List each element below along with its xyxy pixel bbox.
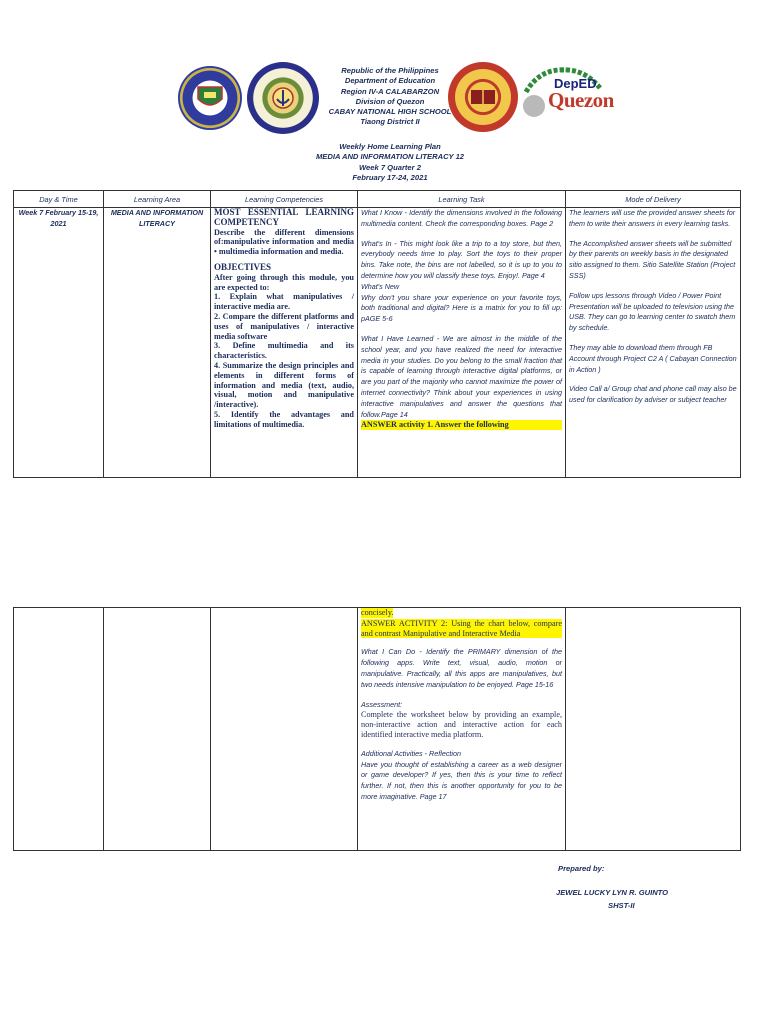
delivery-answer-sheets: The learners will use the provided answer sheets for them to write their answers in every learning tasks. bbox=[569, 208, 736, 228]
shield-icon bbox=[195, 85, 225, 111]
institution-header bbox=[270, 66, 510, 128]
learning-area-cell bbox=[104, 208, 211, 478]
delivery-cell-continued bbox=[566, 608, 741, 851]
mel-heading: MOST ESSENTIAL LEARNING COMPETENCY bbox=[214, 207, 354, 227]
deped-wordmark: DepED bbox=[554, 76, 597, 91]
objective-1: 1. Explain what manipulatives / interactive media are. bbox=[214, 292, 354, 312]
task-assessment: Complete the worksheet below by providing an example, non-interactive action and interactive action for each identified interactive media platform. bbox=[361, 710, 562, 739]
header-line-republic: Republic of the Philippines bbox=[341, 66, 439, 75]
delivery-cell bbox=[566, 208, 741, 478]
task-answer-activity-2: ANSWER ACTIVITY 2: Using the chart below, compare and contrast Manipulative and Interactive Media bbox=[361, 618, 562, 638]
mel-text: Describe the different dimensions of:manipulative information and media • multimedia information and media. bbox=[214, 227, 354, 257]
plan-title-block bbox=[250, 142, 530, 183]
quezon-wordmark: Quezon bbox=[548, 88, 614, 112]
learning-area-text: MEDIA AND INFORMATION LITERACY bbox=[110, 208, 204, 228]
plan-week: Week 7 Quarter 2 bbox=[359, 162, 421, 172]
task-whats-in: What's In - This might look like a trip to a toy store, but then, everybody needs time to play. Sort the toys to their proper bins. Take note, the bins are not labelled, so it is up to you to determine how you will classify these toys. Enjoy!. Page 4 bbox=[361, 238, 562, 280]
delivery-video-lessons: Follow ups lessons through Video / Power Point Presentation will be uploaded to television using the USB. They can go to learning center to swatch them by schedule. bbox=[569, 290, 736, 333]
task-whats-new-label: What's New bbox=[361, 281, 400, 291]
objective-4: 4. Summarize the design principles and elements in different forms of information and media (text, audio, visual, motion and manipulative /interactive). bbox=[214, 360, 354, 410]
task-answer-activity-1: ANSWER activity 1. Answer the following bbox=[361, 420, 562, 430]
delivery-submission: The Accomplished answer sheets will be submitted by their parents on weekly basis in the designated sitio assigned to them. Sitio Satellite Station (Project SSS) bbox=[569, 238, 736, 280]
delivery-video-call: Video Call a/ Group chat and phone call may also be used for clarification by adviser or subject teacher bbox=[569, 384, 737, 405]
preparer-position: SHST-II bbox=[608, 901, 635, 910]
plan-title: Weekly Home Learning Plan bbox=[339, 142, 441, 151]
day-time-cell bbox=[14, 208, 104, 478]
header-day-time: Day & Time bbox=[14, 191, 104, 208]
learning-plan-table-part1 bbox=[13, 190, 741, 478]
deped-quezon-logo bbox=[520, 62, 614, 134]
learning-task-cell-part1 bbox=[358, 208, 566, 478]
plan-subject: MEDIA AND INFORMATION LITERACY 12 bbox=[315, 152, 465, 162]
competencies-cell bbox=[211, 208, 358, 478]
delivery-fb-download: They may able to download them through FB Account through Project C2 A ( Cabayan Connection in Action ) bbox=[569, 342, 737, 374]
objective-5: 5. Identify the advantages and limitations of multimedia. bbox=[214, 409, 354, 429]
learning-plan-table-part2 bbox=[13, 607, 741, 851]
objective-3: 3. Define multimedia and its characteristics. bbox=[214, 341, 354, 361]
day-time-text: Week 7 February 15-19, 2021 bbox=[18, 208, 99, 228]
day-time-cell-continued bbox=[14, 608, 104, 851]
header-line-school: CABAY NATIONAL HIGH SCHOOL bbox=[328, 107, 452, 117]
task-additional-activities: Have you thought of establishing a career as a web designer or game developer? If yes, then this is your time to reflect further. If not, then this is another opportunity for you to be more imaginative. Page 17 bbox=[361, 759, 562, 801]
plan-dates: February 17-24, 2021 bbox=[352, 172, 428, 182]
task-whats-new: Why don't you share your experience on your favorite toys, both traditional and digital? Here is a matrix for you to fill up: pAGE 5-6 bbox=[361, 292, 562, 324]
school-seal-logo bbox=[178, 66, 242, 130]
objective-2: 2. Compare the different platforms and uses of manipulatives / interactive media software bbox=[214, 311, 354, 341]
objectives-heading: OBJECTIVES bbox=[214, 261, 272, 272]
task-what-i-have-learned: What I Have Learned - We are almost in the middle of the school year, and you have realized the need for interactive media in your studies. Do you belong to the small fraction that is capable of learning through interactive digital platforms, or are you part of the majority who cannot maximize the power of internet connectivity? Think about your experiences in using interactive manipulatives and answer the questions that follow.Page 14 bbox=[361, 333, 562, 419]
learning-area-cell-continued bbox=[104, 608, 211, 851]
task-additional-activities-label: Additional Activities - Reflection bbox=[361, 748, 462, 758]
header-line-deped: Department of Education bbox=[344, 76, 436, 86]
header-learning-area: Learning Area bbox=[104, 191, 211, 208]
header-learning-competencies: Learning Competencies bbox=[211, 191, 358, 208]
competencies-cell-continued bbox=[211, 608, 358, 851]
header-line-region: Region IV-A CALABARZON bbox=[340, 86, 440, 96]
header-line-district: Tiaong District II bbox=[360, 117, 420, 127]
task-what-i-can-do: What I Can Do - Identify the PRIMARY dimension of the following apps. Write text, visual, audio, motion or manipulative. Practically, all this apps are manipulatives, but two needs intensive manipulation to be enjoyed. Page 15-16 bbox=[361, 647, 562, 689]
objectives-intro: After going through this module, you are expected to: bbox=[214, 272, 354, 292]
header-line-division: Division of Quezon bbox=[355, 96, 425, 106]
learning-task-cell-part2 bbox=[358, 608, 566, 851]
prepared-by-label: Prepared by: bbox=[558, 864, 605, 873]
header-learning-task: Learning Task bbox=[358, 191, 566, 208]
header-mode-of-delivery: Mode of Delivery bbox=[566, 191, 741, 208]
task-concisely: concisely. bbox=[361, 608, 394, 617]
preparer-name: JEWEL LUCKY LYN R. GUINTO bbox=[556, 888, 669, 897]
task-assessment-label: Assessment: bbox=[361, 699, 403, 709]
task-what-i-know: What I Know - Identify the dimensions involved in the following multimedia content. Check the corresponding boxes. Page 2 bbox=[361, 208, 562, 228]
